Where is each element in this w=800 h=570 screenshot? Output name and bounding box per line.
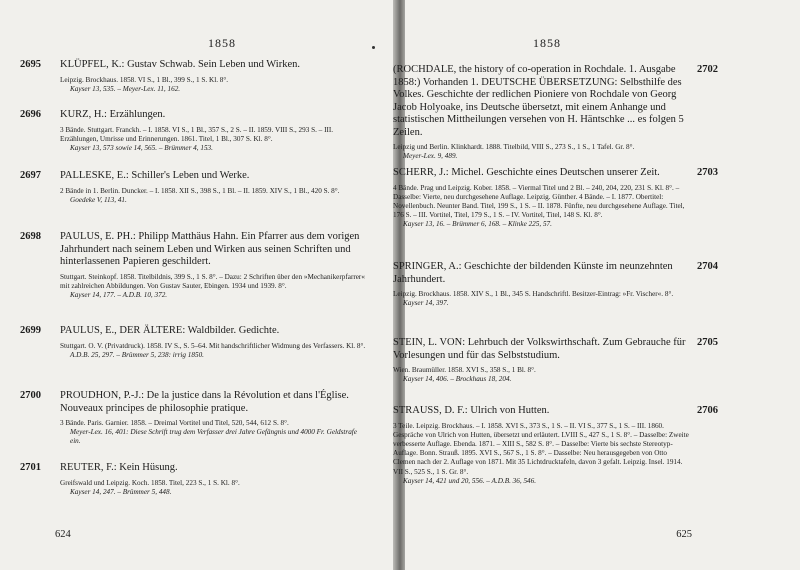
entry-details: 3 Teile. Leipzig. Brockhaus. – I. 1858. XVI S., 373 S., 1 S. – II. VI S., 377 S., 1 S. – III. 1860. Gespräche von Ulrich von Hutten, übersetzt und erläutert. LVIII S., 427 S., 1 S. 8°. – Dasselbe: Zweite verbesserte Auflage. Ebenda. 1871. – XIII S., 582 S. 8°. – Dasselbe: Vierte bis sechste Stereotyp-Auflage. Bonn. Strauß. 1895. XVI S., 567 S., 1 S. 8°. – Dasselbe: Neu herausgegeben von Otto Clemen nach der 2. Auflage von 1871. Mit 35 Lichtdrucktafeln, davon 3 gefalt. Leipzig. Insel. 1914. VII S., 525 S., 1 S. Gr. 8°. <box>393 421 689 476</box>
entry-title: STEIN, L. VON: Lehrbuch der Volkswirthschaft. Zum Gebrauche für Vorlesungen und für das Selbststudium. <box>393 337 686 361</box>
entry-number: 2705 <box>697 337 718 348</box>
entry-title: PROUDHON, P.-J.: De la justice dans la Révolution et dans l'Église. Nouveaux principes de philosophie pratique. <box>60 390 349 414</box>
entry-title: REUTER, F.: Kein Hüsung. <box>60 462 178 473</box>
entry-details: 3 Bände. Stuttgart. Franckh. – I. 1858. VI S., 1 Bl., 357 S., 2 S. – II. 1859. VIII S., 293 S. – III. Erzählungen, Umrisse und Erinnerungen. 1861. Titel, 1 Bl., 307 S. Kl. 8°. <box>60 125 334 143</box>
entry-number: 2697 <box>20 170 41 181</box>
entry-details: Greifswald und Leipzig. Koch. 1858. Titel, 223 S., 1 S. Kl. 8°. <box>60 478 240 487</box>
entry-title: PAULUS, E., DER ÄLTERE: Waldbilder. Gedichte. <box>60 325 280 336</box>
entry-title: SCHERR, J.: Michel. Geschichte eines Deutschen unserer Zeit. <box>393 167 660 178</box>
entry-references: Kayser 14, 247. – Brümmer 5, 448. <box>70 487 172 496</box>
entry-details: Leipzig. Brockhaus. 1858. VI S., 1 Bl., 399 S., 1 S. Kl. 8°. <box>60 75 229 84</box>
entry-references: Meyer-Lex. 9, 489. <box>403 152 458 161</box>
entry-details: Stuttgart. O. V. (Privatdruck). 1858. IV S., S. 5–64. Mit handschriftlicher Widmung des Verfassers. Kl. 8°. <box>60 341 366 350</box>
entry-number: 2703 <box>697 167 718 178</box>
entry-number: 2698 <box>20 231 41 242</box>
entry-references: A.D.B. 25, 297. – Brümmer 5, 238: irrig 1850. <box>70 350 204 359</box>
entry-number: 2704 <box>697 261 718 272</box>
right-page-number: 625 <box>676 529 692 540</box>
entry-title: (ROCHDALE, the history of co-operation in Rochdale. 1. Ausgabe 1858:) Vorhanden 1. DEUTSCHE ÜBERSETZUNG: Selbsthilfe des Volkes. Geschichte der redlichen Pioniere von Rochdale von Georg Jacob Holyoake, ins Deutsche übersetzt, mit einem Anhange und statistischen Mittheilungen versehen von H. Häntschke ... es folgen 5 Zeilen. <box>393 64 684 138</box>
entry-number: 2702 <box>697 64 718 75</box>
entry-number: 2695 <box>20 59 41 70</box>
entry-references: Kayser 14, 421 und 20, 556. – A.D.B. 36, 546. <box>403 476 537 485</box>
entry-references: Kayser 13, 573 sowie 14, 565. – Brümmer 4, 153. <box>70 143 213 152</box>
entry-number: 2706 <box>697 405 718 416</box>
right-page <box>393 0 800 570</box>
left-page <box>0 0 395 570</box>
entry-title: PALLESKE, E.: Schiller's Leben und Werke. <box>60 170 250 181</box>
entry-details: 3 Bände. Paris. Garnier. 1858. – Dreimal Vortitel und Titel, 520, 544, 612 S. 8°. <box>60 419 289 427</box>
entry-references: Meyer-Lex. 16, 401: Diese Schrift trug dem Verfasser drei Jahre Gefängnis und 4000 Fr. Geldstrafe ein. <box>70 428 357 446</box>
entry-number: 2701 <box>20 462 41 473</box>
entry-details: Leipzig und Berlin. Klinkhardt. 1888. Titelbild, VIII S., 273 S., 1 S., 1 Tafel. Gr. 8°. <box>393 143 635 151</box>
entry-title: KURZ, H.: Erzählungen. <box>60 109 166 120</box>
entry-number: 2699 <box>20 325 41 336</box>
ink-speck <box>372 46 375 49</box>
entry-references: Goedeke V, 113, 41. <box>70 195 127 204</box>
entry-references: Kayser 14, 397. <box>403 299 449 308</box>
entry-title: KLÜPFEL, K.: Gustav Schwab. Sein Leben und Wirken. <box>60 59 300 70</box>
entry-details: Stuttgart. Steinkopf. 1858. Titelbildnis, 399 S., 1 S. 8°. – Dazu: 2 Schriften über den »Mechanikerpfarrer« mit zahlreichen Abbildungen. Von Gustav Sauter, Ebingen. 1934 und 1939. 8°. <box>60 272 365 290</box>
entry-number: 2696 <box>20 109 41 120</box>
left-header-year: 1858 <box>208 36 236 50</box>
entry-title: SPRINGER, A.: Geschichte der bildenden Künste im neunzehnten Jahrhundert. <box>393 261 673 285</box>
entry-number: 2700 <box>20 390 41 401</box>
entry-details: 2 Bände in 1. Berlin. Duncker. – I. 1858. XII S., 398 S., 1 Bl. – II. 1859. XIV S., 1 Bl., 420 S. 8°. <box>60 186 340 195</box>
entry-title: PAULUS, E. PH.: Philipp Matthäus Hahn. Ein Pfarrer aus dem vorigen Jahrhundert nach seinem Leben und Wirken aus seinen Schriften und hinterlassenen Papieren geschildert. <box>60 231 360 267</box>
left-page-number: 624 <box>55 529 71 540</box>
entry-details: 4 Bände. Prag und Leipzig. Kober. 1858. – Viermal Titel und 2 Bl. – 240, 204, 220, 231 S. Kl. 8°. – Dasselbe: Vierte, neu durchgesehene Auflage. Leipzig. Günther. 4 Bände. – I. 1877. Obertitel: Novellenbuch. Neunter Band. Titel, 199 S., 1 S. – II. 1878. Fünfte, neu durchgesehene Auflage. Titel, 176 S. – III. Vortitel, Titel, 179 S., 1 S. – IV. Vortitel, Titel, 148 S. Kl. 8°. <box>393 183 685 220</box>
entry-references: Kayser 14, 406. – Brockhaus 18, 204. <box>403 375 512 384</box>
entry-references: Kayser 14, 177. – A.D.B. 10, 372. <box>70 290 168 299</box>
right-header-year: 1858 <box>533 36 561 50</box>
entry-references: Kayser 13, 16. – Brümmer 6, 168. – Klinke 225, 57. <box>403 220 552 229</box>
entry-title: STRAUSS, D. F.: Ulrich von Hutten. <box>393 405 550 416</box>
entry-details: Wien. Braumüller. 1858. XVI S., 358 S., 1 Bl. 8°. <box>393 366 536 374</box>
entry-details: Leipzig. Brockhaus. 1858. XIV S., 1 Bl., 345 S. Handschriftl. Besitzer-Eintrag: »Fr. Vischer«. 8°. <box>393 290 674 298</box>
entry-references: Kayser 13, 535. – Meyer-Lex. 11, 162. <box>70 84 181 93</box>
